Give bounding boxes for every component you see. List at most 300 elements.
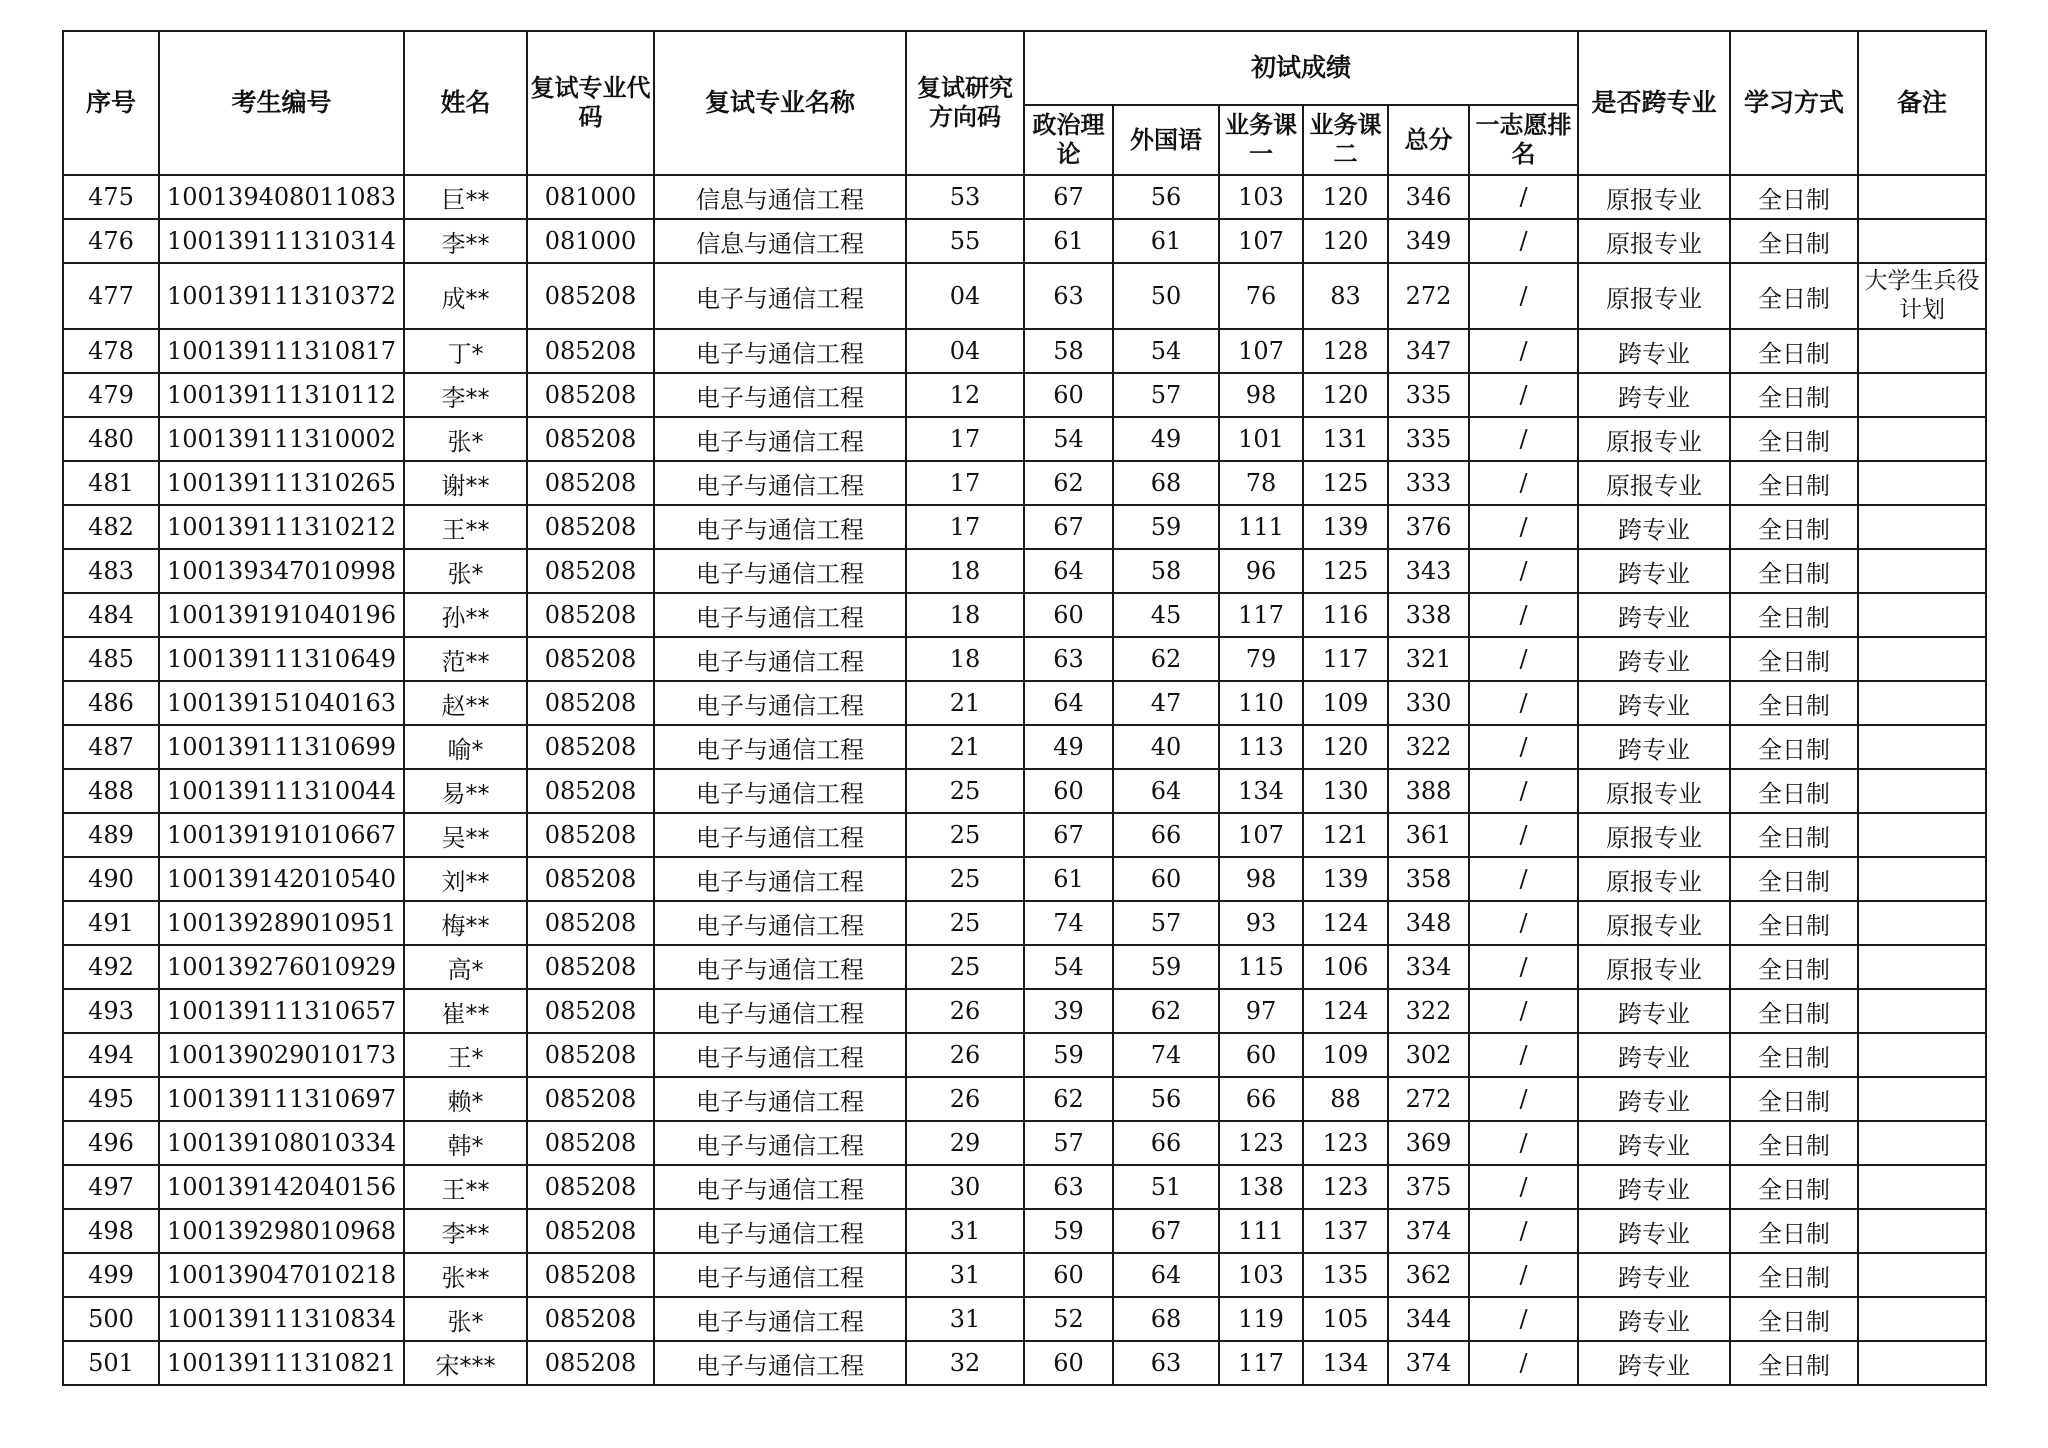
cell-politics: 52 — [1024, 1297, 1113, 1341]
table-row — [63, 901, 1986, 945]
header-politics: 政治理论 — [1024, 105, 1113, 175]
cell-seq: 489 — [63, 813, 159, 857]
cell-first-choice-rank: / — [1469, 681, 1578, 725]
cell-study-mode: 全日制 — [1730, 461, 1858, 505]
cell-major-code: 085208 — [527, 417, 654, 461]
cell-name: 张* — [404, 1297, 527, 1341]
cell-course-1: 113 — [1219, 725, 1303, 769]
cell-major-code: 081000 — [527, 219, 654, 263]
cell-total: 376 — [1388, 505, 1469, 549]
header-foreign-language: 外国语 — [1113, 105, 1219, 175]
cell-note: 大学生兵役计划 — [1858, 263, 1986, 329]
cell-direction-code: 25 — [906, 813, 1024, 857]
cell-seq: 477 — [63, 263, 159, 329]
table-row — [63, 1077, 1986, 1121]
cell-name: 吴** — [404, 813, 527, 857]
cell-course-1: 107 — [1219, 813, 1303, 857]
cell-study-mode: 全日制 — [1730, 175, 1858, 219]
cell-note — [1858, 549, 1986, 593]
cell-seq: 481 — [63, 461, 159, 505]
cell-name: 刘** — [404, 857, 527, 901]
cell-name: 易** — [404, 769, 527, 813]
cell-politics: 60 — [1024, 1341, 1113, 1385]
cell-note — [1858, 989, 1986, 1033]
cell-direction-code: 31 — [906, 1209, 1024, 1253]
cell-foreign-language: 59 — [1113, 945, 1219, 989]
cell-course-1: 97 — [1219, 989, 1303, 1033]
cell-total: 302 — [1388, 1033, 1469, 1077]
cell-foreign-language: 54 — [1113, 329, 1219, 373]
cell-note — [1858, 725, 1986, 769]
cell-first-choice-rank: / — [1469, 329, 1578, 373]
cell-exam-no: 100139108010334 — [159, 1121, 404, 1165]
cell-foreign-language: 45 — [1113, 593, 1219, 637]
cell-total: 374 — [1388, 1209, 1469, 1253]
cell-major-code: 085208 — [527, 901, 654, 945]
cell-name: 赖* — [404, 1077, 527, 1121]
cell-foreign-language: 49 — [1113, 417, 1219, 461]
cell-direction-code: 17 — [906, 461, 1024, 505]
cell-name: 范** — [404, 637, 527, 681]
cell-study-mode: 全日制 — [1730, 901, 1858, 945]
cell-cross-major: 原报专业 — [1578, 175, 1730, 219]
cell-name: 李** — [404, 373, 527, 417]
cell-direction-code: 26 — [906, 989, 1024, 1033]
cell-seq: 500 — [63, 1297, 159, 1341]
table-row — [63, 1253, 1986, 1297]
cell-total: 338 — [1388, 593, 1469, 637]
cell-exam-no: 100139111310657 — [159, 989, 404, 1033]
cell-name: 张* — [404, 549, 527, 593]
cell-major-name: 电子与通信工程 — [654, 1033, 906, 1077]
cell-cross-major: 原报专业 — [1578, 417, 1730, 461]
cell-name: 喻* — [404, 725, 527, 769]
cell-first-choice-rank: / — [1469, 593, 1578, 637]
cell-major-name: 电子与通信工程 — [654, 1209, 906, 1253]
cell-note — [1858, 1077, 1986, 1121]
table-row — [63, 373, 1986, 417]
table-row — [63, 175, 1986, 219]
cell-politics: 61 — [1024, 857, 1113, 901]
cell-course-1: 103 — [1219, 175, 1303, 219]
cell-foreign-language: 59 — [1113, 505, 1219, 549]
cell-course-2: 131 — [1303, 417, 1388, 461]
cell-cross-major: 跨专业 — [1578, 1121, 1730, 1165]
cell-seq: 492 — [63, 945, 159, 989]
cell-cross-major: 跨专业 — [1578, 505, 1730, 549]
cell-cross-major: 原报专业 — [1578, 857, 1730, 901]
cell-foreign-language: 64 — [1113, 769, 1219, 813]
cell-major-name: 信息与通信工程 — [654, 175, 906, 219]
cell-total: 322 — [1388, 989, 1469, 1033]
cell-first-choice-rank: / — [1469, 549, 1578, 593]
cell-course-2: 128 — [1303, 329, 1388, 373]
cell-major-code: 081000 — [527, 175, 654, 219]
cell-major-name: 信息与通信工程 — [654, 219, 906, 263]
cell-first-choice-rank: / — [1469, 1297, 1578, 1341]
cell-major-name: 电子与通信工程 — [654, 813, 906, 857]
cell-politics: 59 — [1024, 1033, 1113, 1077]
cell-first-choice-rank: / — [1469, 263, 1578, 329]
cell-major-name: 电子与通信工程 — [654, 857, 906, 901]
cell-seq: 490 — [63, 857, 159, 901]
cell-direction-code: 32 — [906, 1341, 1024, 1385]
cell-study-mode: 全日制 — [1730, 1341, 1858, 1385]
cell-name: 王* — [404, 1033, 527, 1077]
header-direction-code: 复试研究方向码 — [906, 31, 1024, 175]
cell-exam-no: 100139289010951 — [159, 901, 404, 945]
cell-note — [1858, 1033, 1986, 1077]
table-row — [63, 549, 1986, 593]
cell-cross-major: 原报专业 — [1578, 945, 1730, 989]
cell-course-1: 79 — [1219, 637, 1303, 681]
cell-foreign-language: 57 — [1113, 373, 1219, 417]
cell-exam-no: 100139111310265 — [159, 461, 404, 505]
table-body — [63, 175, 1986, 1385]
cell-cross-major: 跨专业 — [1578, 593, 1730, 637]
cell-first-choice-rank: / — [1469, 945, 1578, 989]
cell-cross-major: 原报专业 — [1578, 813, 1730, 857]
cell-seq: 485 — [63, 637, 159, 681]
cell-foreign-language: 74 — [1113, 1033, 1219, 1077]
cell-name: 韩* — [404, 1121, 527, 1165]
cell-name: 李** — [404, 219, 527, 263]
cell-exam-no: 100139191040196 — [159, 593, 404, 637]
header-study-mode: 学习方式 — [1730, 31, 1858, 175]
cell-study-mode: 全日制 — [1730, 1165, 1858, 1209]
cell-name: 李** — [404, 1209, 527, 1253]
cell-course-1: 115 — [1219, 945, 1303, 989]
cell-direction-code: 53 — [906, 175, 1024, 219]
cell-seq: 499 — [63, 1253, 159, 1297]
cell-note — [1858, 593, 1986, 637]
cell-direction-code: 04 — [906, 263, 1024, 329]
cell-first-choice-rank: / — [1469, 175, 1578, 219]
cell-foreign-language: 68 — [1113, 1297, 1219, 1341]
cell-seq: 498 — [63, 1209, 159, 1253]
cell-course-1: 117 — [1219, 593, 1303, 637]
cell-first-choice-rank: / — [1469, 1077, 1578, 1121]
table-row — [63, 1121, 1986, 1165]
cell-total: 335 — [1388, 373, 1469, 417]
cell-course-2: 120 — [1303, 725, 1388, 769]
cell-note — [1858, 1253, 1986, 1297]
cell-course-1: 107 — [1219, 219, 1303, 263]
table-row — [63, 989, 1986, 1033]
cell-major-code: 085208 — [527, 505, 654, 549]
cell-course-2: 135 — [1303, 1253, 1388, 1297]
cell-seq: 483 — [63, 549, 159, 593]
cell-study-mode: 全日制 — [1730, 769, 1858, 813]
cell-cross-major: 跨专业 — [1578, 549, 1730, 593]
cell-exam-no: 100139191010667 — [159, 813, 404, 857]
cell-exam-no: 100139047010218 — [159, 1253, 404, 1297]
cell-course-2: 134 — [1303, 1341, 1388, 1385]
cell-note — [1858, 461, 1986, 505]
cell-note — [1858, 813, 1986, 857]
cell-exam-no: 100139276010929 — [159, 945, 404, 989]
cell-total: 349 — [1388, 219, 1469, 263]
cell-foreign-language: 62 — [1113, 989, 1219, 1033]
cell-first-choice-rank: / — [1469, 769, 1578, 813]
cell-major-name: 电子与通信工程 — [654, 549, 906, 593]
cell-direction-code: 26 — [906, 1077, 1024, 1121]
cell-foreign-language: 63 — [1113, 1341, 1219, 1385]
cell-major-name: 电子与通信工程 — [654, 1165, 906, 1209]
cell-exam-no: 100139142010540 — [159, 857, 404, 901]
cell-foreign-language: 56 — [1113, 1077, 1219, 1121]
header-total: 总分 — [1388, 105, 1469, 175]
header-name: 姓名 — [404, 31, 527, 175]
cell-name: 孙** — [404, 593, 527, 637]
table-row — [63, 681, 1986, 725]
cell-major-code: 085208 — [527, 681, 654, 725]
cell-major-name: 电子与通信工程 — [654, 593, 906, 637]
cell-course-1: 78 — [1219, 461, 1303, 505]
cell-study-mode: 全日制 — [1730, 1121, 1858, 1165]
cell-foreign-language: 64 — [1113, 1253, 1219, 1297]
cell-foreign-language: 40 — [1113, 725, 1219, 769]
cell-total: 361 — [1388, 813, 1469, 857]
cell-course-2: 116 — [1303, 593, 1388, 637]
cell-course-1: 93 — [1219, 901, 1303, 945]
cell-major-name: 电子与通信工程 — [654, 637, 906, 681]
header-cross-major: 是否跨专业 — [1578, 31, 1730, 175]
cell-major-code: 085208 — [527, 593, 654, 637]
cell-foreign-language: 51 — [1113, 1165, 1219, 1209]
cell-exam-no: 100139298010968 — [159, 1209, 404, 1253]
cell-course-1: 111 — [1219, 1209, 1303, 1253]
cell-study-mode: 全日制 — [1730, 1033, 1858, 1077]
cell-first-choice-rank: / — [1469, 1253, 1578, 1297]
cell-study-mode: 全日制 — [1730, 505, 1858, 549]
cell-exam-no: 100139111310834 — [159, 1297, 404, 1341]
cell-note — [1858, 329, 1986, 373]
cell-total: 358 — [1388, 857, 1469, 901]
cell-politics: 63 — [1024, 1165, 1113, 1209]
table-row — [63, 1209, 1986, 1253]
cell-name: 张* — [404, 417, 527, 461]
cell-direction-code: 25 — [906, 945, 1024, 989]
cell-major-name: 电子与通信工程 — [654, 417, 906, 461]
cell-name: 巨** — [404, 175, 527, 219]
cell-course-1: 76 — [1219, 263, 1303, 329]
cell-first-choice-rank: / — [1469, 813, 1578, 857]
cell-seq: 482 — [63, 505, 159, 549]
cell-politics: 39 — [1024, 989, 1113, 1033]
cell-seq: 475 — [63, 175, 159, 219]
cell-first-choice-rank: / — [1469, 1033, 1578, 1077]
cell-course-2: 120 — [1303, 175, 1388, 219]
cell-major-code: 085208 — [527, 461, 654, 505]
cell-cross-major: 原报专业 — [1578, 901, 1730, 945]
cell-foreign-language: 50 — [1113, 263, 1219, 329]
cell-direction-code: 31 — [906, 1253, 1024, 1297]
cell-first-choice-rank: / — [1469, 417, 1578, 461]
cell-study-mode: 全日制 — [1730, 1253, 1858, 1297]
cell-seq: 494 — [63, 1033, 159, 1077]
cell-name: 赵** — [404, 681, 527, 725]
cell-foreign-language: 68 — [1113, 461, 1219, 505]
cell-exam-no: 100139408011083 — [159, 175, 404, 219]
cell-note — [1858, 681, 1986, 725]
cell-first-choice-rank: / — [1469, 461, 1578, 505]
cell-direction-code: 29 — [906, 1121, 1024, 1165]
cell-name: 王** — [404, 505, 527, 549]
cell-first-choice-rank: / — [1469, 1165, 1578, 1209]
cell-total: 346 — [1388, 175, 1469, 219]
cell-major-name: 电子与通信工程 — [654, 769, 906, 813]
cell-cross-major: 跨专业 — [1578, 373, 1730, 417]
cell-direction-code: 31 — [906, 1297, 1024, 1341]
cell-politics: 49 — [1024, 725, 1113, 769]
cell-major-code: 085208 — [527, 1253, 654, 1297]
cell-cross-major: 跨专业 — [1578, 725, 1730, 769]
header-course-2: 业务课二 — [1303, 105, 1388, 175]
cell-study-mode: 全日制 — [1730, 857, 1858, 901]
cell-course-2: 130 — [1303, 769, 1388, 813]
cell-course-2: 123 — [1303, 1165, 1388, 1209]
cell-major-code: 085208 — [527, 857, 654, 901]
cell-politics: 67 — [1024, 505, 1113, 549]
cell-major-name: 电子与通信工程 — [654, 725, 906, 769]
cell-seq: 486 — [63, 681, 159, 725]
cell-course-2: 117 — [1303, 637, 1388, 681]
cell-seq: 480 — [63, 417, 159, 461]
cell-exam-no: 100139142040156 — [159, 1165, 404, 1209]
cell-major-name: 电子与通信工程 — [654, 681, 906, 725]
header-exam-no: 考生编号 — [159, 31, 404, 175]
cell-name: 高* — [404, 945, 527, 989]
cell-exam-no: 100139111310817 — [159, 329, 404, 373]
cell-major-code: 085208 — [527, 1297, 654, 1341]
cell-exam-no: 100139111310112 — [159, 373, 404, 417]
header-prelim-scores: 初试成绩 — [1024, 31, 1578, 105]
cell-politics: 60 — [1024, 373, 1113, 417]
cell-direction-code: 25 — [906, 769, 1024, 813]
cell-major-code: 085208 — [527, 373, 654, 417]
header-seq: 序号 — [63, 31, 159, 175]
cell-course-1: 103 — [1219, 1253, 1303, 1297]
cell-total: 347 — [1388, 329, 1469, 373]
cell-seq: 493 — [63, 989, 159, 1033]
table-row — [63, 417, 1986, 461]
cell-politics: 57 — [1024, 1121, 1113, 1165]
cell-study-mode: 全日制 — [1730, 263, 1858, 329]
cell-major-name: 电子与通信工程 — [654, 945, 906, 989]
cell-direction-code: 21 — [906, 725, 1024, 769]
cell-name: 成** — [404, 263, 527, 329]
cell-cross-major: 跨专业 — [1578, 1077, 1730, 1121]
cell-seq: 497 — [63, 1165, 159, 1209]
cell-politics: 54 — [1024, 945, 1113, 989]
cell-note — [1858, 1121, 1986, 1165]
table-row — [63, 1165, 1986, 1209]
cell-major-code: 085208 — [527, 1077, 654, 1121]
cell-major-code: 085208 — [527, 945, 654, 989]
cell-study-mode: 全日制 — [1730, 373, 1858, 417]
cell-study-mode: 全日制 — [1730, 1297, 1858, 1341]
cell-major-name: 电子与通信工程 — [654, 505, 906, 549]
cell-cross-major: 跨专业 — [1578, 1297, 1730, 1341]
cell-cross-major: 跨专业 — [1578, 989, 1730, 1033]
cell-course-1: 123 — [1219, 1121, 1303, 1165]
cell-study-mode: 全日制 — [1730, 549, 1858, 593]
cell-exam-no: 100139111310002 — [159, 417, 404, 461]
table-row — [63, 505, 1986, 549]
table-row — [63, 219, 1986, 263]
cell-cross-major: 跨专业 — [1578, 637, 1730, 681]
table-row — [63, 857, 1986, 901]
cell-course-2: 124 — [1303, 901, 1388, 945]
cell-course-2: 123 — [1303, 1121, 1388, 1165]
cell-politics: 74 — [1024, 901, 1113, 945]
cell-major-code: 085208 — [527, 725, 654, 769]
cell-first-choice-rank: / — [1469, 505, 1578, 549]
cell-note — [1858, 945, 1986, 989]
table-row — [63, 1033, 1986, 1077]
table-row — [63, 725, 1986, 769]
cell-direction-code: 18 — [906, 549, 1024, 593]
table-row — [63, 1297, 1986, 1341]
cell-direction-code: 18 — [906, 593, 1024, 637]
cell-politics: 54 — [1024, 417, 1113, 461]
cell-cross-major: 原报专业 — [1578, 461, 1730, 505]
cell-politics: 60 — [1024, 769, 1113, 813]
cell-foreign-language: 67 — [1113, 1209, 1219, 1253]
cell-note — [1858, 219, 1986, 263]
cell-course-2: 125 — [1303, 461, 1388, 505]
cell-cross-major: 跨专业 — [1578, 1165, 1730, 1209]
header-major-name: 复试专业名称 — [654, 31, 906, 175]
cell-politics: 58 — [1024, 329, 1113, 373]
cell-cross-major: 跨专业 — [1578, 329, 1730, 373]
cell-cross-major: 跨专业 — [1578, 681, 1730, 725]
cell-exam-no: 100139111310697 — [159, 1077, 404, 1121]
cell-major-code: 085208 — [527, 1341, 654, 1385]
cell-major-code: 085208 — [527, 1121, 654, 1165]
cell-course-1: 96 — [1219, 549, 1303, 593]
cell-course-2: 109 — [1303, 1033, 1388, 1077]
cell-major-code: 085208 — [527, 329, 654, 373]
cell-name: 谢** — [404, 461, 527, 505]
cell-total: 321 — [1388, 637, 1469, 681]
cell-politics: 67 — [1024, 813, 1113, 857]
cell-major-code: 085208 — [527, 989, 654, 1033]
cell-study-mode: 全日制 — [1730, 945, 1858, 989]
cell-study-mode: 全日制 — [1730, 1077, 1858, 1121]
cell-course-2: 106 — [1303, 945, 1388, 989]
cell-seq: 495 — [63, 1077, 159, 1121]
cell-major-name: 电子与通信工程 — [654, 1121, 906, 1165]
cell-seq: 491 — [63, 901, 159, 945]
cell-major-name: 电子与通信工程 — [654, 1253, 906, 1297]
cell-foreign-language: 62 — [1113, 637, 1219, 681]
cell-major-code: 085208 — [527, 1209, 654, 1253]
table-row — [63, 945, 1986, 989]
cell-direction-code: 17 — [906, 417, 1024, 461]
cell-study-mode: 全日制 — [1730, 593, 1858, 637]
cell-direction-code: 21 — [906, 681, 1024, 725]
table-row — [63, 769, 1986, 813]
cell-study-mode: 全日制 — [1730, 989, 1858, 1033]
cell-note — [1858, 505, 1986, 549]
cell-direction-code: 04 — [906, 329, 1024, 373]
cell-total: 330 — [1388, 681, 1469, 725]
cell-name: 张** — [404, 1253, 527, 1297]
score-table — [62, 30, 1987, 1386]
cell-first-choice-rank: / — [1469, 637, 1578, 681]
